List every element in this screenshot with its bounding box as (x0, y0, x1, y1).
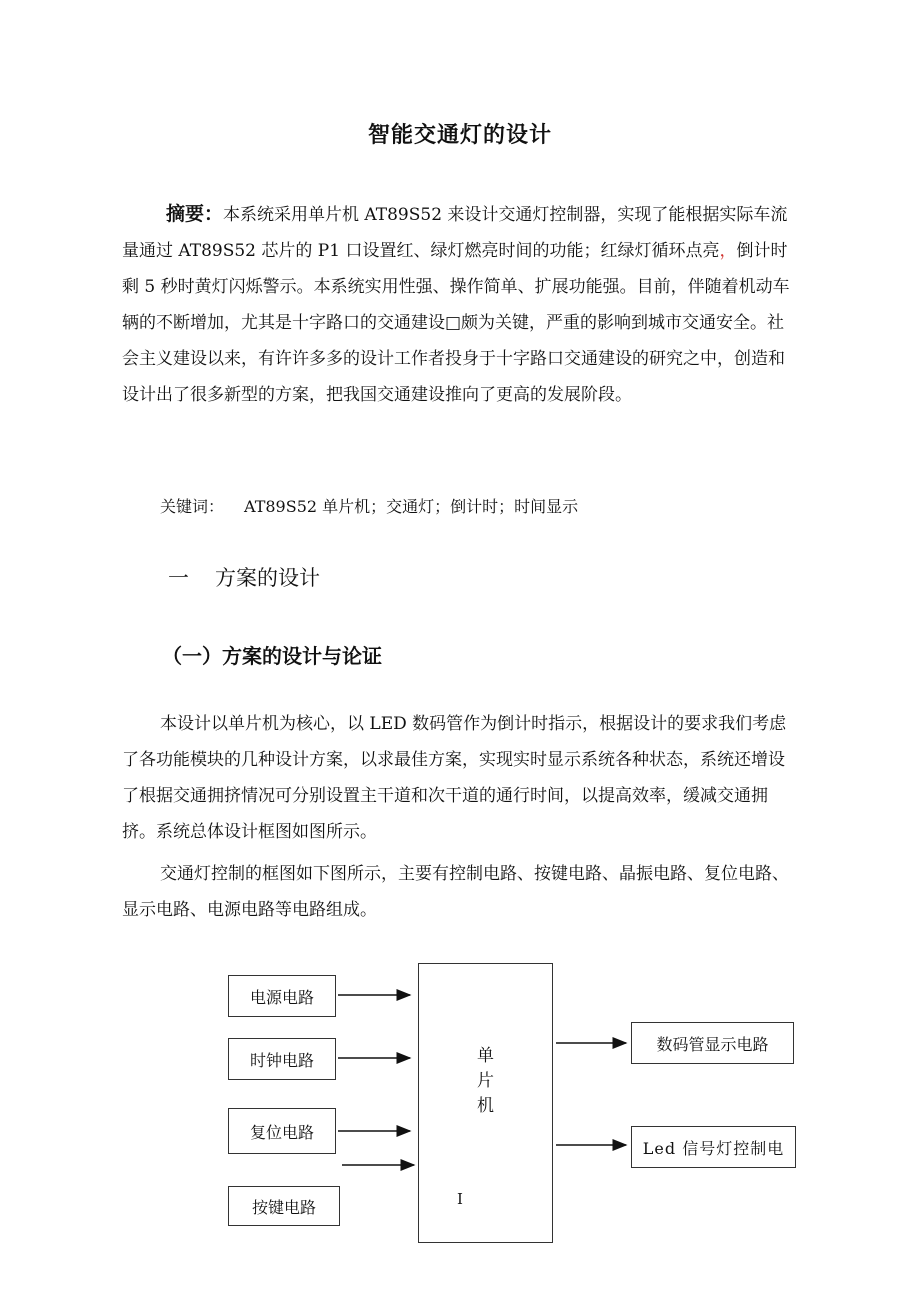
abstract-red-comma: ， (719, 241, 737, 261)
mcu-label (419, 1044, 552, 1119)
abstract-text-part1: 本系统采用单片机 AT89S52 来设计交通灯控制器，实现了能根据实际车流量通过 AT89S52 芯片的 P1 口设置红、绿灯燃亮时间的功能；红绿灯循环点亮 (122, 205, 788, 261)
mcu-box (418, 963, 553, 1243)
subsection-heading: （一）方案的设计与论证 (162, 644, 382, 668)
mcu-mark: I (457, 1190, 463, 1208)
reset-circuit-box: 复位电路 (228, 1108, 336, 1154)
led-control-box: Led 信号灯控制电 (631, 1126, 796, 1168)
mcu-char-1: 单 (477, 1046, 494, 1066)
mcu-char-3: 机 (477, 1096, 494, 1116)
section-title: 方案的设计 (215, 566, 320, 590)
body-paragraph-1: 本设计以单片机为核心，以 LED 数码管作为倒计时指示，根据设计的要求我们考虑了各功能模块的几种设计方案，以求最佳方案，实现实时显示系统各种状态，系统还增设了根据交通拥挤情况可分别设置主干道和次干道的通行时间，以提高效率，缓减交通拥挤。系统总体设计框图如图所示。 (122, 714, 787, 842)
abstract-label: 摘要： (166, 203, 224, 225)
page-title: 智能交通灯的设计 (367, 123, 552, 148)
clock-circuit-box: 时钟电路 (228, 1038, 336, 1080)
keywords-text: AT89S52 单片机；交通灯；倒计时；时间显示 (244, 497, 579, 516)
display-circuit-box: 数码管显示电路 (631, 1022, 794, 1064)
keywords-label: 关键词： (160, 497, 225, 516)
body-paragraph-2: 交通灯控制的框图如下图所示，主要有控制电路、按键电路、晶振电路、复位电路、显示电路、电源电路等电路组成。 (122, 864, 789, 920)
mcu-char-2: 片 (477, 1071, 494, 1091)
abstract-text-part2: 倒计时剩 5 秒时黄灯闪烁警示。本系统实用性强、操作简单、扩展功能强。目前，伴随着机动车辆的不断增加，尤其是十字路口的交通建设□颇为关键，严重的影响到城市交通安全。社会主义建设以来，有许许多多的设计工作者投身于十字路口交通建设的研究之中，创造和设计出了很多新型的方案，把我国交通建设推向了更高的发展阶段。 (122, 241, 790, 405)
key-circuit-box: 按键电路 (228, 1186, 340, 1226)
section-number: 一 (168, 566, 189, 590)
power-circuit-box: 电源电路 (228, 975, 336, 1017)
